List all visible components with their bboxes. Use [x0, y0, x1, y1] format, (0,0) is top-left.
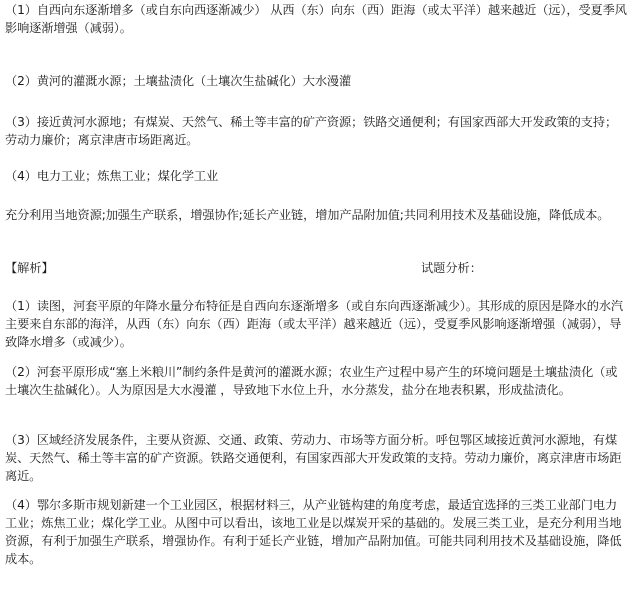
analysis-subtitle: 试题分析： [421, 261, 482, 275]
analysis-header [0, 258, 630, 278]
analysis-paragraph-4: （4）鄂尔多斯市规划新建一个工业园区，根据材料三，从产业链构建的角度考虑，最适宜选择的三类工业部门电力工业；炼焦工业；煤化学工业。从图中可以看出，该地工业是以煤炭开采的基础的。发展三类工业，是充分利用当地资源，有利于加强生产联系，增强协作。有利于延长产业链，增加产品附加值。可能共同利用技术及基础设施，降低成本。 [5, 498, 622, 566]
analysis-paragraph-3: （3）区域经济发展条件，主要从资源、交通、政策、劳动力、市场等方面分析。呼包鄂区域接近黄河水源地，有煤炭、天然气、稀土等丰富的矿产资源。铁路交通便利，有国家西部大开发政策的支持。劳动力廉价，离京津唐市场距离近。 [5, 433, 622, 483]
answer-2: （2）黄河的灌溉水源；土壤盐渍化（土壤次生盐碱化）大水漫灌 [5, 74, 352, 88]
analysis-paragraph-1: （1）读图，河套平原的年降水量分布特征是自西向东逐渐增多（或自东向西逐渐减少）。其形成的原因是降水的水汽主要来自东部的海洋，从西（东）向东（西）距海（或太平洋）越来越近（远），受夏季风影响逐渐增强（减弱），导致降水增多（或减少）。 [5, 299, 624, 349]
answer-4: （4）电力工业；炼焦工业；煤化学工业 [5, 169, 219, 183]
analysis-paragraph-2: （2）河套平原形成“塞上米粮川”制约条件是黄河的灌溉水源；农业生产过程中易产生的环境问题是土壤盐渍化（或土壤次生盐碱化）。人为原因是大水漫灌 ，导致地下水位上升，水分蒸发，盐分在地表积累，形成盐渍化。 [5, 365, 618, 397]
answer-3: （3）接近黄河水源地；有煤炭、天然气、稀土等丰富的矿产资源；铁路交通便利；有国家西部大开发政策的支持；劳动力廉价；离京津唐市场距离近。 [5, 115, 618, 147]
answer-5: 充分利用当地资源;加强生产联系，增强协作;延长产业链，增加产品附加值;共同利用技术及基础设施，降低成本。 [5, 208, 610, 222]
answer-1: （1）自西向东逐渐增多（或自东向西逐渐减少） 从西（东）向东（西）距海（或太平洋）越来越近（远），受夏季风影响逐渐增强（减弱）。 [5, 3, 627, 35]
analysis-tag: 【解析】 [5, 261, 54, 275]
